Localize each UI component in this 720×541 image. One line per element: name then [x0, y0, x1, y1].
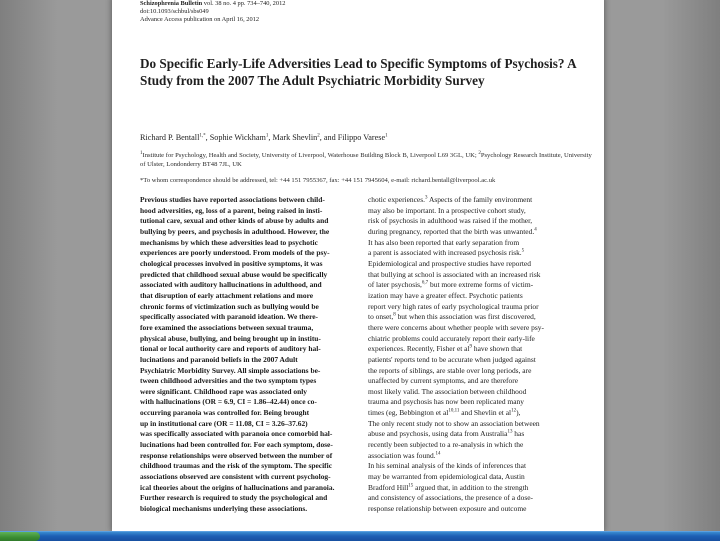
body-text-run: have shown that: [472, 344, 523, 354]
body-line: [368, 344, 586, 355]
body-text-run: ),: [516, 408, 521, 418]
body-line: [368, 259, 586, 270]
abstract-line: tional or local authority care and reports of auditory hal-: [140, 344, 321, 354]
paper-title: Do Specific Early-Life Adversities Lead to Specific Symptoms of Psychosis? A Study from the 2007 The Adult Psychiatric Morbidity Survey: [140, 56, 576, 88]
body-line: [368, 493, 586, 504]
abstract-line: with hallucinations (OR = 6.9, CI = 1.86–42.44) once co-: [140, 397, 317, 407]
abstract-line: lucinations had been controlled for. For each symptom, dose-: [140, 440, 333, 450]
citation-mark: 6,7: [421, 280, 429, 286]
body-line: [368, 248, 586, 259]
correspondence-note: *To whom correspondence should be addressed, tel: +44 151 7955367, fax: +44 151 7945604, e-mail: richard.bentall@liverpool.ac.uk: [140, 177, 496, 184]
author: and Filippo Varese: [323, 133, 386, 142]
body-text-run: Aspects of the family environment: [427, 195, 533, 204]
abstract-line: occurring paranoia was controlled for. Being brought: [140, 408, 310, 418]
body-line: [368, 270, 586, 281]
body-text-run: association was found.: [368, 450, 436, 460]
body-text-run: during pregnancy, reported that the birth was unwanted.: [368, 226, 535, 236]
author-affiliation-mark: 1,*: [199, 133, 206, 139]
body-line: [368, 472, 586, 483]
body-line: [368, 408, 586, 419]
abstract-line: chological processes involved in positive symptoms, it was: [140, 258, 323, 268]
abstract-line: predicted that childhood sexual abuse would be specifically: [140, 269, 328, 279]
body-text-run: chiatric problems could accurately report their early-life: [368, 333, 535, 343]
abstract: [140, 195, 358, 515]
body-text-run: risk of psychosis in adulthood was raised if the mother,: [368, 216, 533, 226]
body-text-run: that bullying at school is associated with an increased risk: [368, 269, 541, 279]
body-line: [368, 366, 586, 377]
body-text-run: In his seminal analysis of the kinds of inferences that: [368, 461, 527, 471]
body-text-run: but more extreme forms of victim-: [428, 280, 534, 290]
journal-volume: vol. 38 no. 4 pp. 734–740, 2012: [202, 0, 286, 7]
body-text-run: chotic experiences.: [368, 195, 425, 204]
body-text-run: may also be important. In a prospective cohort study,: [368, 205, 526, 215]
body-line: [368, 238, 586, 249]
citation-mark: 9: [469, 344, 473, 350]
body-line: [368, 397, 586, 408]
abstract-line: biological mechanisms underlying these associations.: [140, 504, 308, 514]
abstract-line: associations observed are consistent with current psycholog-: [140, 472, 331, 482]
body-text-run: Epidemiological and prospective studies have reported: [368, 258, 531, 268]
author-affiliation-mark: 1: [385, 133, 388, 139]
abstract-line: hood adversities, eg, loss of a parent, being raised in insti-: [140, 205, 323, 215]
body-line: [368, 312, 586, 323]
body-text-run: report very high rates of early psychological trauma prior: [368, 301, 539, 311]
body-text-run: response relationship between exposure and outcome: [368, 504, 527, 514]
body-text-run: Bradford Hill: [368, 482, 409, 492]
abstract-line: physical abuse, bullying, and being brought up in institu-: [140, 333, 321, 343]
author: Mark Shevlin: [272, 133, 318, 142]
abstract-line: ical theories about the origins of hallucinations and paranoia.: [140, 482, 335, 492]
body-text-run: trauma and psychosis has now been replicated many: [368, 397, 524, 407]
body-line: [368, 355, 586, 366]
abstract-line: lucinations and paranoid beliefs in the 2007 Adult: [140, 354, 298, 364]
author-affiliation-mark: 2: [317, 133, 320, 139]
body-text-run: most likely valid. The association between childhood: [368, 386, 527, 396]
body-text-run: experiences. Recently, Fisher et al: [368, 344, 470, 354]
abstract-line: fore examined the associations between sexual trauma,: [140, 322, 314, 332]
body-text-run: The only recent study not to show an association between: [368, 418, 540, 428]
abstract-line: Previous studies have reported associations between child-: [140, 195, 325, 204]
affiliations: [140, 151, 598, 169]
body-text-run: recently been subjected to a re-analysis in which the: [368, 440, 524, 450]
citation-mark: 15: [408, 483, 414, 489]
body-line: [368, 483, 586, 494]
abstract-line: specifically associated with paranoid ideation. We there-: [140, 312, 319, 322]
body-line: [368, 429, 586, 440]
journal-access-date: Advance Access publication on April 16, 2012: [140, 16, 260, 23]
abstract-line: mechanisms by which these adversities lead to psychotic: [140, 237, 318, 247]
body-line: [368, 323, 586, 334]
body-line: [368, 195, 586, 206]
author: Sophie Wickham: [209, 133, 266, 142]
abstract-line: Further research is required to study the psychological and: [140, 493, 328, 503]
abstract-line: were significant. Childhood rape was associated only: [140, 386, 308, 396]
body-line: [368, 227, 586, 238]
abstract-line: childhood traumas and the risk of the symptom. The specific: [140, 461, 333, 471]
citation-mark: 8: [393, 312, 396, 318]
body-text-run: may be warranted from epidemiological data, Austin: [368, 472, 525, 482]
body-text-run: It has also been reported that early separation from: [368, 237, 520, 247]
affiliation-mark: 1: [140, 150, 143, 156]
body-line: [368, 387, 586, 398]
author: Richard P. Bentall: [140, 133, 200, 142]
body-text-run: unaffected by current symptoms, and are therefore: [368, 376, 518, 386]
abstract-line: tutional care, sexual and other kinds of abuse by adults and: [140, 216, 329, 226]
author-list: Richard P. Bentall$^{1,*}$, Sophie Wickham$^1$, Mark Shevlin$^2$, and Filippo Varese$^1$: [140, 133, 388, 142]
abstract-line: Psychiatric Morbidity Survey. All simple associations be-: [140, 365, 321, 375]
citation-mark: 10,11: [448, 408, 460, 414]
body-text-run: has: [512, 429, 525, 439]
abstract-line: response relationships were observed between the number of: [140, 450, 333, 460]
abstract-line: associated with auditory hallucinations in adulthood, and: [140, 280, 322, 290]
body-line: [368, 334, 586, 345]
citation-mark: 3: [425, 195, 428, 201]
pdf-page[interactable]: [112, 0, 604, 532]
abstract-line: tween childhood adversities and the two symptom types: [140, 376, 317, 386]
body-line: [368, 216, 586, 227]
body-line: [368, 451, 586, 462]
body-text-run: argued that, in addition to the strength: [413, 482, 529, 492]
body-text: [368, 195, 586, 515]
journal-doi: doi:10.1093/schbul/sbs049: [140, 8, 209, 15]
author-affiliation-mark: 1: [265, 133, 269, 139]
abstract-line: chronic forms of victimization such as bullying would be: [140, 301, 319, 311]
body-line: [368, 440, 586, 451]
body-text-run: but when this association was first discovered,: [395, 312, 536, 322]
body-text-run: times (eg, Bebbington et al: [368, 408, 449, 418]
affiliation-1: Institute for Psychology, Health and Society, University of Liverpool, Waterhouse Building Block B, Liverpool L69 3GL, UK;: [142, 152, 479, 159]
citation-mark: 12: [511, 408, 517, 414]
body-line: [368, 206, 586, 217]
affiliation-mark: 2: [478, 150, 481, 156]
body-line: [368, 280, 586, 291]
journal-header: [140, 0, 285, 24]
journal-citation: [140, 0, 285, 8]
body-text-run: abuse and psychosis, using data from Australia: [368, 429, 508, 439]
body-line: [368, 461, 586, 472]
body-line: [368, 302, 586, 313]
abstract-line: up in institutional care (OR = 11.08, CI = 3.26–37.62): [140, 418, 308, 428]
body-text-run: ization may have a greater effect. Psychotic patients: [368, 290, 523, 300]
abstract-line: that disruption of early attachment relations and more: [140, 290, 314, 300]
body-line: [368, 376, 586, 387]
citation-mark: 13: [507, 429, 513, 435]
citation-mark: 14: [435, 451, 441, 457]
body-text-run: there were concerns about whether people with severe psy-: [368, 322, 544, 332]
body-line: [368, 419, 586, 430]
body-text-run: of later psychosis,: [368, 280, 422, 290]
abstract-line: experiences are poorly understood. From models of the psy-: [140, 248, 330, 258]
citation-mark: 5: [521, 248, 525, 254]
citation-mark: 4: [534, 227, 537, 233]
abstract-line: bullying by peers, and psychosis in adulthood. However, the: [140, 226, 330, 236]
body-text-run: to onset,: [368, 312, 394, 322]
body-line: [368, 504, 586, 515]
affiliation-2: Psychology Research Institute, University of Ulster, Londonderry BT48 7JL, UK: [140, 152, 592, 168]
body-text-run: and Shevlin et al: [459, 408, 512, 418]
body-line: [368, 291, 586, 302]
journal-name: Schizophrenia Bulletin: [140, 0, 203, 7]
body-text-run: the reports of siblings, are stable over long periods, are: [368, 365, 532, 375]
body-text-run: and consistency of associations, the presence of a dose-: [368, 493, 534, 503]
abstract-line: was specifically associated with paranoia once comorbid hal-: [140, 429, 333, 439]
body-text-run: a parent is associated with increased psychosis risk.: [368, 248, 522, 258]
body-text-run: patients' reports tend to be accurate when judged against: [368, 354, 536, 364]
